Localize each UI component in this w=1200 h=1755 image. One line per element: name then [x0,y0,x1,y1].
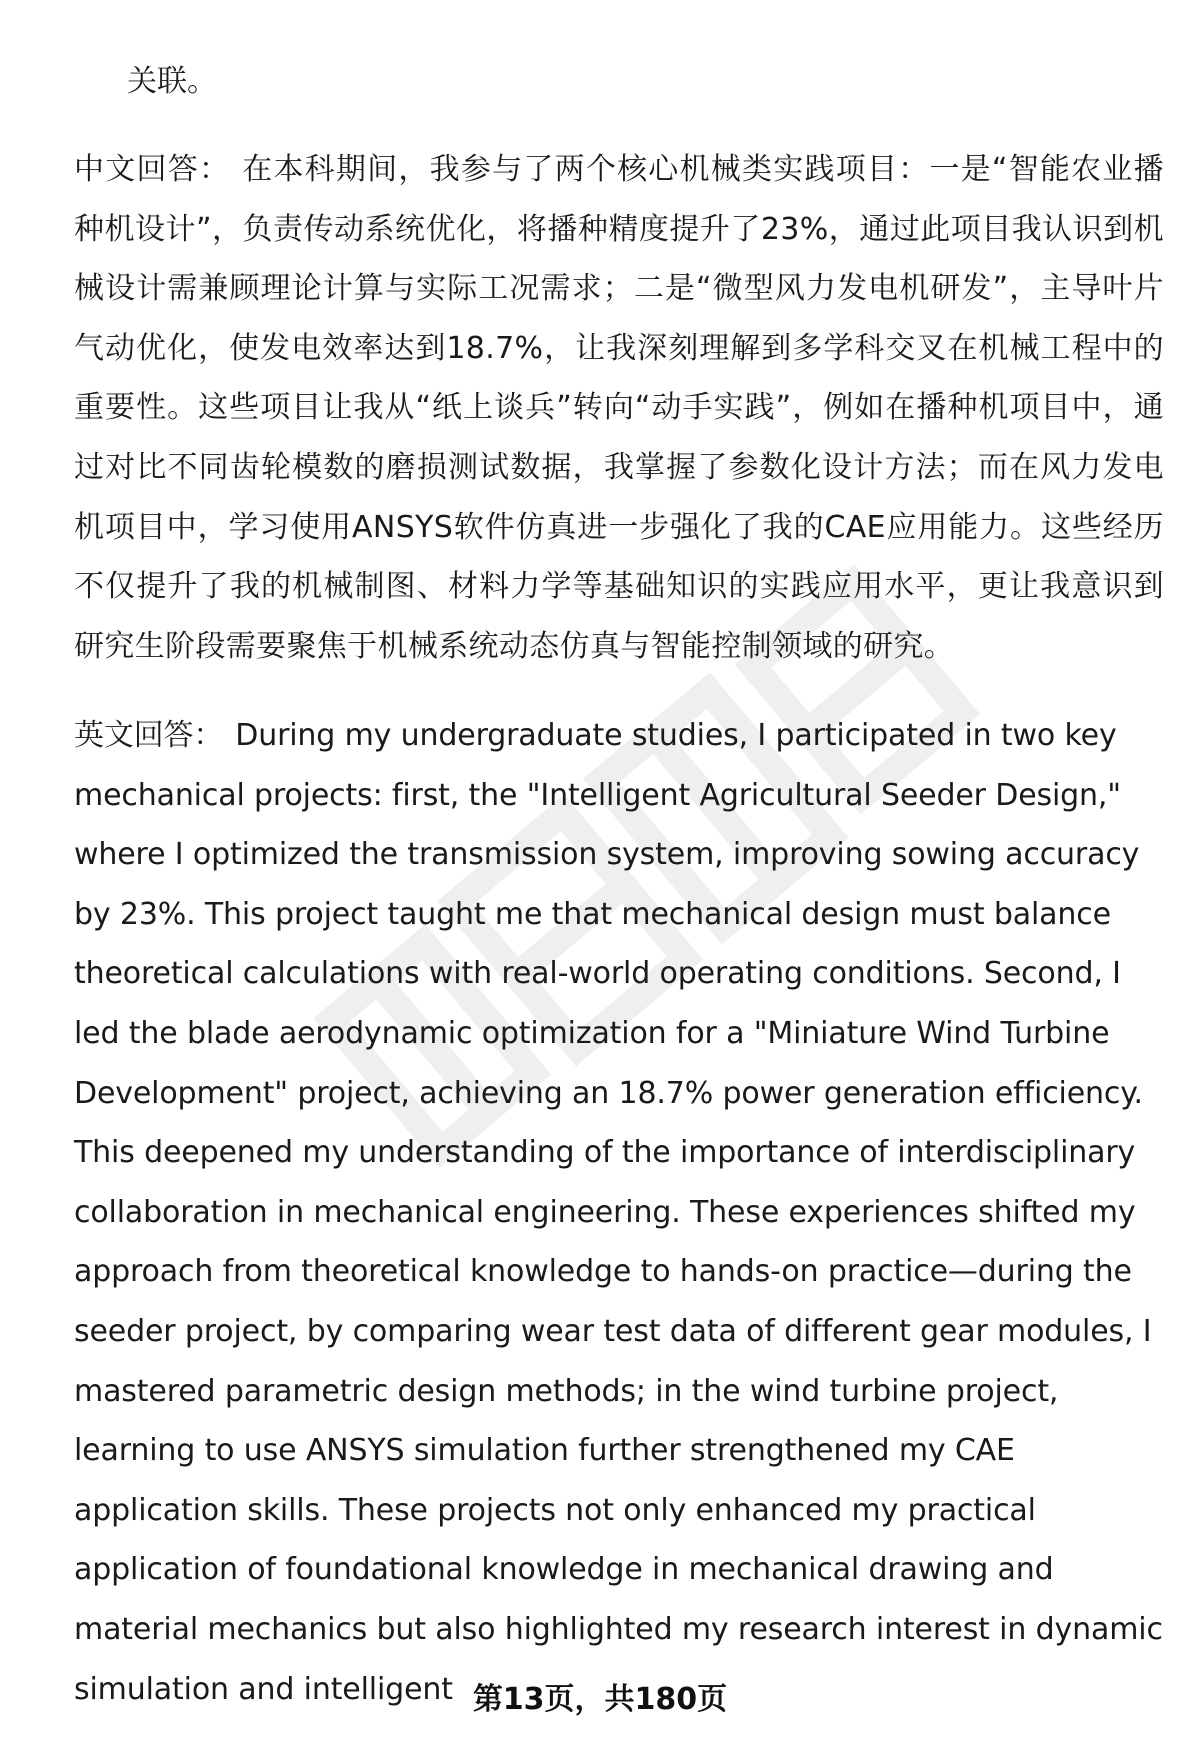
continuation-text: 关联。 [127,64,217,99]
english-answer-label: 英文回答： [74,718,224,753]
english-answer-paragraph [74,706,1164,1719]
chinese-answer-label: 中文回答： [74,152,231,187]
english-answer-text: During my undergraduate studies, I participated in two key mechanical projects: first, the "Intelligent Agricultural Seeder Design," where I optimized the transmission system, improving sowing accuracy by 23%. This project taught me that mechanical design must balance theoretical calculations with real-world operating conditions. Second, I led the blade aerodynamic optimization for a "Miniature Wind Turbine Development" project, achieving an 18.7% power generation efficiency. This deepened my understanding of the importance of interdisciplinary collaboration in mechanical engineering. These experiences shifted my approach from theoretical knowledge to hands-on practice—during the seeder project, by comparing wear test data of different gear modules, I mastered parametric design methods; in the wind turbine project, learning to use ANSYS simulation further strengthened my CAE application skills. These projects not only enhanced my practical application of foundational knowledge in mechanical drawing and material mechanics but also highlighted my research interest in dynamic simulation and intelligent [74,718,1163,1707]
chinese-answer-text: 在本科期间，我参与了两个核心机械类实践项目：一是“智能农业播种机设计”，负责传动系统优化，将播种精度提升了23%，通过此项目我认识到机械设计需兼顾理论计算与实际工况需求；二是“微型风力发电机研发”，主导叶片气动优化，使发电效率达到18.7%，让我深刻理解到多学科交叉在机械工程中的重要性。这些项目让我从“纸上谈兵”转向“动手实践”，例如在播种机项目中，通过对比不同齿轮模数的磨损测试数据，我掌握了参数化设计方法；而在风力发电机项目中，学习使用ANSYS软件仿真进一步强化了我的CAE应用能力。这些经历不仅提升了我的机械制图、材料力学等基础知识的实践应用水平，更让我意识到研究生阶段需要聚焦于机械系统动态仿真与智能控制领域的研究。 [74,152,1165,664]
chinese-answer-paragraph [74,140,1164,676]
page-number-footer: 第13页，共180页 [472,1682,728,1717]
